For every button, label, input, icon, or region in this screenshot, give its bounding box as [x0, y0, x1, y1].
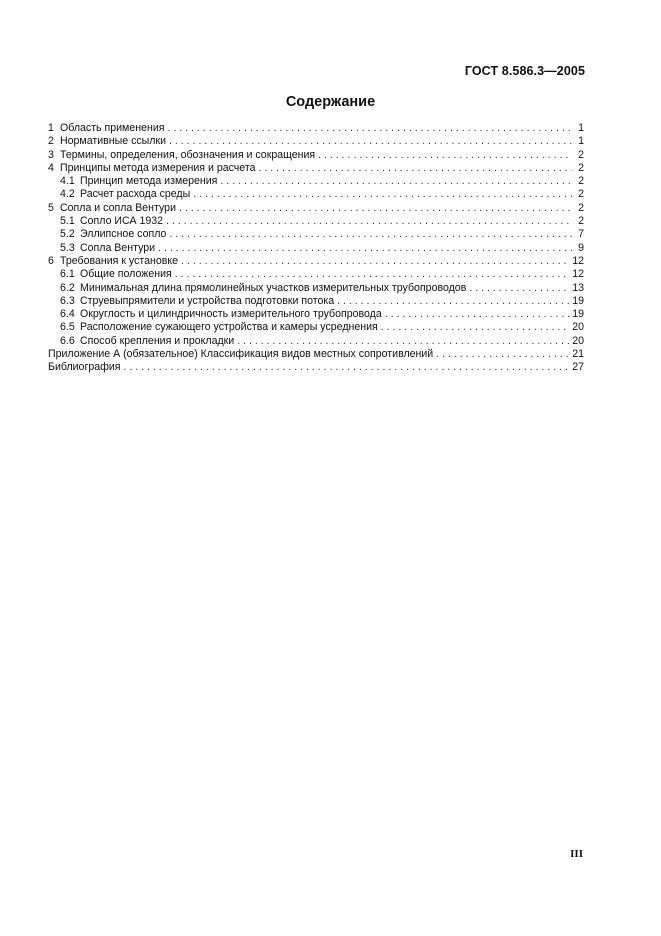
toc-entry-title: Общие положения [80, 268, 172, 281]
toc-entry-title: Эллипсное сопло [80, 228, 167, 241]
toc-leader-dots [385, 308, 570, 321]
toc-entry-title: Приложение А (обязательное) Классификация видов местных сопротивлений [48, 348, 434, 361]
toc-entry[interactable] [48, 295, 584, 308]
toc-entry-page: 12 [572, 254, 584, 267]
toc-entry-page: 2 [578, 201, 584, 214]
toc-entry-number: 5.2 [60, 228, 75, 241]
toc-entry-title: Термины, определения, обозначения и сокращения [60, 148, 316, 161]
toc-entry-page: 27 [572, 361, 584, 374]
toc-entry-page: 9 [578, 241, 584, 254]
toc-entry-page: 21 [572, 348, 584, 361]
toc-entry-title: Библиография [48, 361, 121, 374]
toc-entry[interactable] [48, 202, 584, 215]
toc-entry-number: 4 [48, 161, 54, 174]
toc-leader-dots [166, 215, 572, 228]
toc-entry-page: 19 [572, 294, 584, 307]
toc-entry[interactable] [48, 268, 584, 281]
toc-entry[interactable] [48, 162, 584, 175]
toc-entry-page: 20 [572, 334, 584, 347]
page-number: III [570, 848, 583, 860]
toc-leader-dots [220, 175, 572, 188]
toc-entry[interactable] [48, 175, 584, 188]
toc-entry-number: 5.3 [60, 241, 75, 254]
toc-entry-page: 19 [572, 308, 584, 321]
toc-entry[interactable] [48, 308, 584, 321]
toc-entry-page: 12 [572, 268, 584, 281]
toc-entry-number: 4.1 [60, 175, 75, 188]
toc-leader-dots [175, 268, 570, 281]
toc-leader-dots [169, 135, 572, 148]
toc-entry-number: 1 [48, 122, 54, 134]
toc-entry-page: 1 [578, 122, 584, 134]
toc-entry-title: Расчет расхода среды [80, 188, 191, 201]
toc-entry[interactable] [48, 149, 584, 162]
toc-entry-title: Струевыпрямители и устройства подготовки потока [80, 294, 335, 307]
toc-entry-number: 6.3 [60, 294, 75, 307]
toc-leader-dots [181, 255, 570, 268]
toc-entry-number: 6.4 [60, 308, 75, 321]
toc-entry-number: 6.5 [60, 321, 75, 334]
toc-entry[interactable] [48, 321, 584, 334]
toc-entry-title: Сопла и сопла Вентури [60, 201, 176, 214]
toc-entry-title: Округлость и цилиндричность измерительного трубопровода [80, 308, 382, 321]
toc-entry[interactable] [48, 255, 584, 268]
toc-leader-dots [381, 321, 570, 334]
toc-entry-page: 2 [578, 215, 584, 228]
toc-entry-number: 5.1 [60, 215, 75, 228]
toc-entry-page: 2 [578, 161, 584, 174]
toc-leader-dots [469, 282, 570, 295]
toc-entry-page: 1 [578, 135, 584, 148]
toc-entry-page: 13 [572, 281, 584, 294]
toc-entry-number: 2 [48, 135, 54, 148]
toc-entry-title: Минимальная длина прямолинейных участков измерительных трубопроводов [80, 281, 467, 294]
toc-entry-title: Сопло ИСА 1932 [80, 215, 164, 228]
toc-leader-dots [237, 335, 570, 348]
toc-leader-dots [123, 361, 570, 374]
toc-entry-number: 6.1 [60, 268, 75, 281]
toc-entry[interactable] [48, 135, 584, 148]
toc-entry-title: Область применения [60, 122, 165, 134]
toc-entry-page: 2 [578, 148, 584, 161]
toc-entry-page: 2 [578, 188, 584, 201]
toc-entry-number: 6.6 [60, 334, 75, 347]
toc-leader-dots [258, 162, 572, 175]
toc-entry-number: 5 [48, 201, 54, 214]
toc-entry-number: 4.2 [60, 188, 75, 201]
toc-entry-title: Нормативные ссылки [60, 135, 167, 148]
toc-entry-number: 6 [48, 254, 54, 267]
toc-entry-title: Принцип метода измерения [80, 175, 218, 188]
toc-entry-title: Принципы метода измерения и расчета [60, 161, 256, 174]
toc-entry-page: 2 [578, 175, 584, 188]
toc-leader-dots [179, 202, 572, 215]
toc-entry[interactable] [48, 242, 584, 255]
toc-entry[interactable] [48, 215, 584, 228]
toc-leader-dots [436, 348, 570, 361]
toc-leader-dots [167, 122, 572, 135]
toc-entry-page: 7 [578, 228, 584, 241]
toc-entry-title: Способ крепления и прокладки [80, 334, 235, 347]
toc-title: Содержание [285, 94, 376, 110]
toc-entry[interactable] [48, 188, 584, 201]
toc-entry[interactable] [48, 335, 584, 348]
toc-leader-dots [169, 228, 572, 241]
toc-leader-dots [318, 149, 572, 162]
toc-entry-title: Расположение сужающего устройства и камеры усреднения [80, 321, 378, 334]
toc-entry[interactable] [48, 122, 584, 135]
toc-leader-dots [337, 295, 570, 308]
toc-entry-page: 20 [572, 321, 584, 334]
table-of-contents [48, 122, 584, 375]
toc-entry[interactable] [48, 361, 584, 374]
toc-entry-number: 6.2 [60, 281, 75, 294]
toc-entry-number: 3 [48, 148, 54, 161]
toc-leader-dots [193, 188, 572, 201]
toc-entry[interactable] [48, 282, 584, 295]
toc-entry[interactable] [48, 228, 584, 241]
document-code: ГОСТ 8.586.3—2005 [464, 64, 585, 78]
toc-entry[interactable] [48, 348, 584, 361]
toc-leader-dots [158, 242, 572, 255]
toc-entry-title: Требования к установке [60, 254, 179, 267]
toc-entry-title: Сопла Вентури [80, 241, 156, 254]
